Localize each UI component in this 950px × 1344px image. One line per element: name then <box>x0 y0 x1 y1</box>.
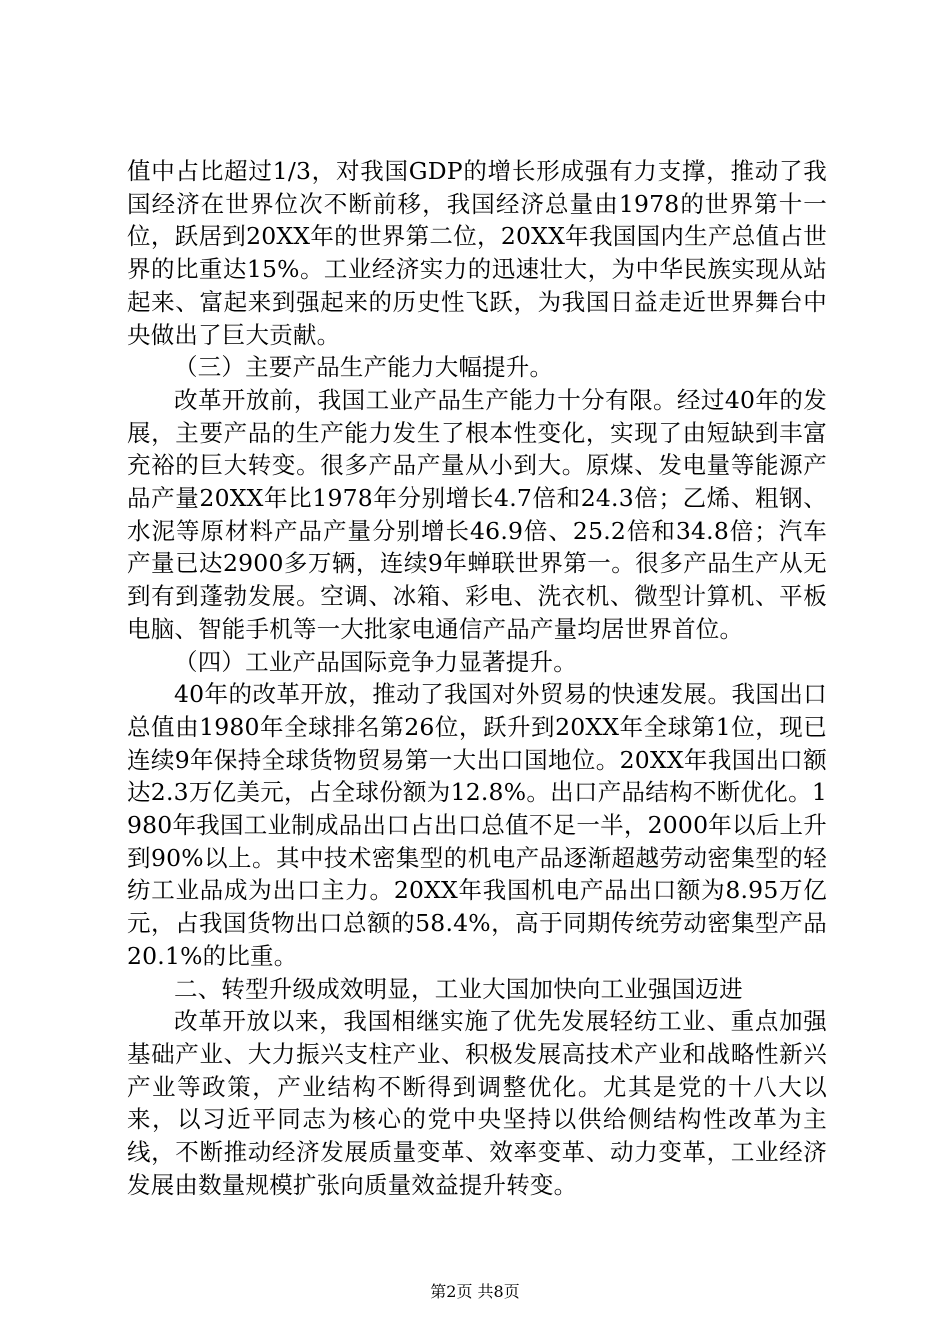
section-heading-3: （三）主要产品生产能力大幅提升。 <box>174 353 554 382</box>
section-heading-4: （四）工业产品国际竞争力显著提升。 <box>174 647 577 676</box>
document-body <box>127 155 827 1202</box>
page-footer <box>0 1282 950 1302</box>
paragraph-production-capacity: 改革开放前，我国工业产品生产能力十分有限。经过40年的发展，主要产品的生产能力发生了根本性变化，实现了由短缺到丰富充裕的巨大转变。很多产品产量从小到大。原煤、发电量等能源产品产量20XX年比1978年分别增长4.7倍和24.3倍；乙烯、粗钢、水泥等原材料产品产量分别增长46.9倍、25.2倍和34.8倍；汽车产量已达2900多万辆，连续9年蝉联世界第一。很多产品生产从无到有到蓬勃发展。空调、冰箱、彩电、洗衣机、微型计算机、平板电脑、智能手机等一大批家电通信产品产量均居世界首位。 <box>127 385 827 643</box>
paragraph-transformation: 改革开放以来，我国相继实施了优先发展轻纺工业、重点加强基础产业、大力振兴支柱产业、积极发展高技术产业和战略性新兴产业等政策，产业结构不断得到调整优化。尤其是党的十八大以来，以习近平同志为核心的党中央坚持以供给侧结构性改革为主线，不断推动经济发展质量变革、效率变革、动力变革，工业经济发展由数量规模扩张向质量效益提升转变。 <box>127 1007 827 1199</box>
page-number: 第2页 共8页 <box>430 1282 520 1301</box>
paragraph-international-competitiveness: 40年的改革开放，推动了我国对外贸易的快速发展。我国出口总值由1980年全球排名第26位，跃升到20XX年全球第1位，现已连续9年保持全球货物贸易第一大出口国地位。20XX年我国出口额达2.3万亿美元，占全球份额为12.8%。出口产品结构不断优化。1980年我国工业制成品出口占出口总值不足一半，2000年以后上升到90%以上。其中技术密集型的机电产品逐渐超越劳动密集型的轻纺工业品成为出口主力。20XX年我国机电产品出口额为8.95万亿元，占我国货物出口总额的58.4%，高于同期传统劳动密集型产品20.1%的比重。 <box>127 680 827 970</box>
section-heading-part-2: 二、转型升级成效明显，工业大国加快向工业强国迈进 <box>174 974 743 1003</box>
paragraph-continuation: 值中占比超过1/3，对我国GDP的增长形成强有力支撑，推动了我国经济在世界位次不断前移，我国经济总量由1978的世界第十一位，跃居到20XX年的世界第二位，20XX年我国国内生产总值占世界的比重达15%。工业经济实力的迅速壮大，为中华民族实现从站起来、富起来到强起来的历史性飞跃，为我国日益走近世界舞台中央做出了巨大贡献。 <box>127 157 827 349</box>
